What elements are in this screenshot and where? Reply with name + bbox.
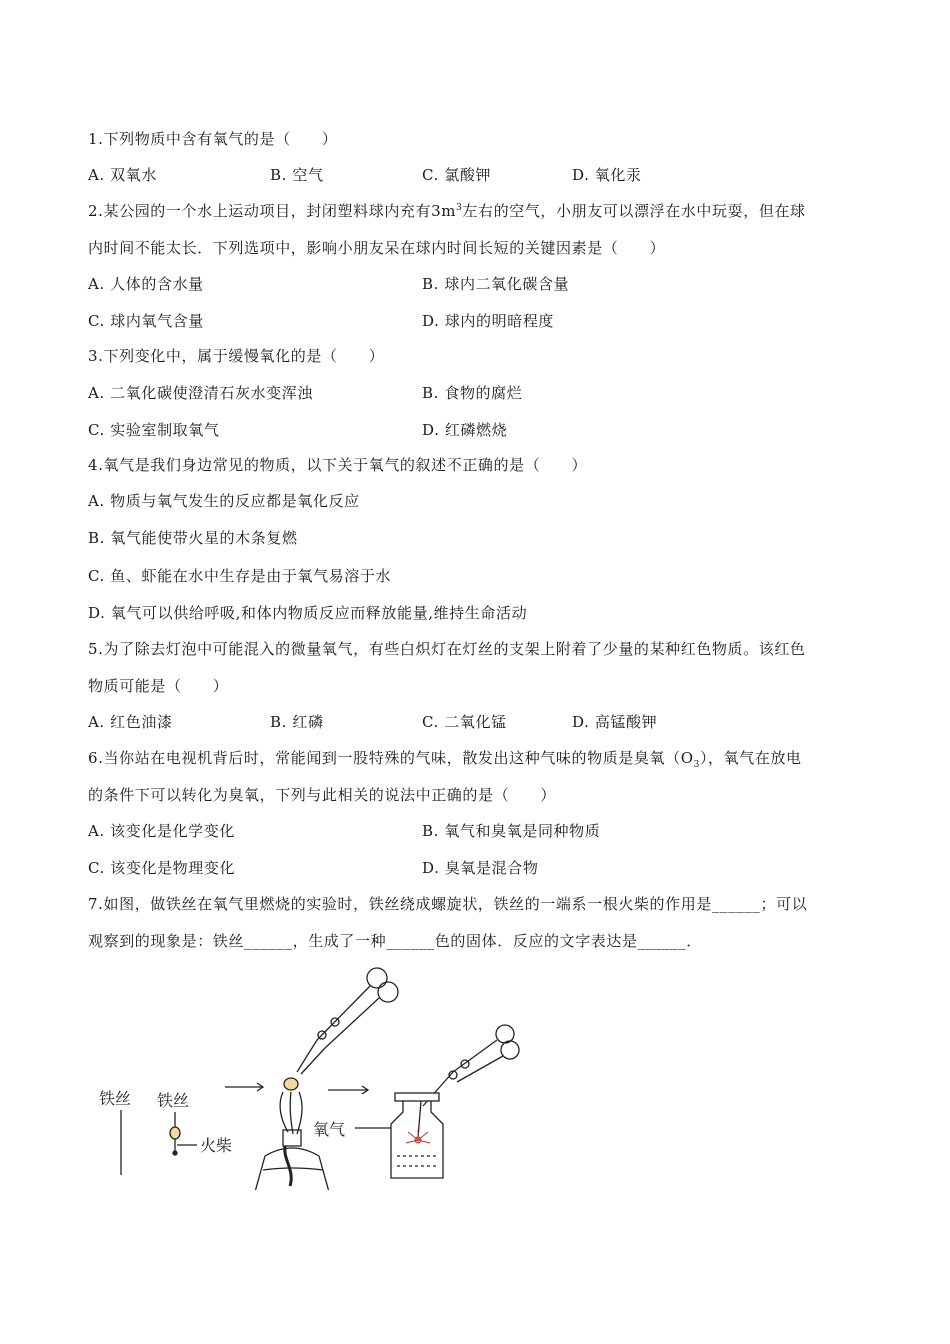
q2-option-d[interactable]: D. 球内的明暗程度	[422, 312, 555, 330]
q4-option-b[interactable]: B. 氧气能使带火星的木条复燃	[88, 529, 298, 547]
q5-option-d[interactable]: D. 高锰酸钾	[572, 713, 658, 731]
iron-wire-label-2: 铁丝	[157, 1091, 190, 1110]
q2-stem-line2: 内时间不能太长．下列选项中，影响小朋友呆在球内时间长短的关键因素是（ ）	[88, 239, 666, 257]
oxygen-label: 氧气	[313, 1120, 346, 1139]
iron-wire-with-match	[170, 1112, 197, 1155]
q1-option-c[interactable]: C. 氯酸钾	[422, 166, 492, 184]
q5-option-a[interactable]: A. 红色油漆	[88, 713, 173, 731]
q6-option-d[interactable]: D. 臭氧是混合物	[422, 859, 539, 877]
q6-option-a[interactable]: A. 该变化是化学变化	[88, 822, 235, 840]
q3-option-b[interactable]: B. 食物的腐烂	[422, 384, 523, 402]
q3-option-d[interactable]: D. 红磷燃烧	[422, 421, 508, 439]
arrow-icon	[225, 1083, 263, 1091]
alcohol-lamp-icon	[255, 1130, 329, 1190]
q4-option-d[interactable]: D. 氧气可以供给呼吸,和体内物质反应而释放能量,维持生命活动	[88, 604, 528, 622]
sparks-icon	[406, 1130, 430, 1143]
burning-wire-flame-icon	[280, 1078, 302, 1134]
q6-stem-line1: 6.当你站在电视机背后时，常能闻到一股特殊的气味，散发出这种气味的物质是臭氧$(O_3)$，氧气在放电	[88, 749, 802, 770]
q5-option-b[interactable]: B. 红磷	[270, 713, 324, 731]
iron-wire-burning-figure	[85, 960, 545, 1190]
q3-option-a[interactable]: A. 二氧化碳使澄清石灰水变浑浊	[88, 384, 313, 402]
q6-stem-line2: 的条件下可以转化为臭氧，下列与此相关的说法中正确的是（ ）	[88, 786, 557, 804]
q1-option-d[interactable]: D. 氧化汞	[572, 166, 642, 184]
q2-option-c[interactable]: C. 球内氧气含量	[88, 312, 204, 330]
q6-option-c[interactable]: C. 该变化是物理变化	[88, 859, 236, 877]
gas-bottle-icon	[391, 1093, 443, 1178]
q5-stem-line1: 5.为了除去灯泡中可能混入的微量氧气，有些白炽灯在灯丝的支架上附着了少量的某种红色物质。该红色	[88, 640, 806, 658]
q7-stem-line1: 7.如图，做铁丝在氧气里燃烧的实验时，铁丝绕成螺旋状，铁丝的一端系一根火柴的作用是______；可以	[88, 895, 808, 913]
q2-option-a[interactable]: A. 人体的含水量	[88, 275, 204, 293]
q6-option-b[interactable]: B. 氧气和臭氧是同种物质	[422, 822, 601, 840]
q4-stem: 4.氧气是我们身边常见的物质，以下关于氧气的叙述不正确的是（ ）	[88, 456, 588, 474]
q1-stem: 1.下列物质中含有氧气的是（ ）	[88, 130, 338, 148]
q1-option-a[interactable]: A. 双氧水	[88, 166, 157, 184]
match-label: 火柴	[200, 1136, 233, 1155]
iron-wire-label-1: 铁丝	[99, 1089, 132, 1108]
q3-stem: 3.下列变化中，属于缓慢氧化的是（ ）	[88, 347, 385, 365]
arrow-icon-2	[328, 1086, 368, 1094]
q7-stem-line2: 观察到的现象是：铁丝______，生成了一种______色的固体．反应的文字表达是______．	[88, 932, 702, 950]
q4-option-c[interactable]: C. 鱼、虾能在水中生存是由于氧气易溶于水	[88, 567, 392, 585]
q3-option-c[interactable]: C. 实验室制取氧气	[88, 421, 220, 439]
crucible-tongs-icon	[297, 968, 398, 1074]
q2-stem-line1: 2.某公园的一个水上运动项目，封闭塑料球内充有$3m^3$左右的空气，小朋友可以漂浮在水中玩耍，但在球	[88, 202, 806, 220]
q5-option-c[interactable]: C. 二氧化锰	[422, 713, 507, 731]
q1-option-b[interactable]: B. 空气	[270, 166, 324, 184]
q4-option-a[interactable]: A. 物质与氧气发生的反应都是氧化反应	[88, 492, 360, 510]
q5-stem-line2: 物质可能是（ ）	[88, 677, 229, 695]
q2-option-b[interactable]: B. 球内二氧化碳含量	[422, 275, 570, 293]
